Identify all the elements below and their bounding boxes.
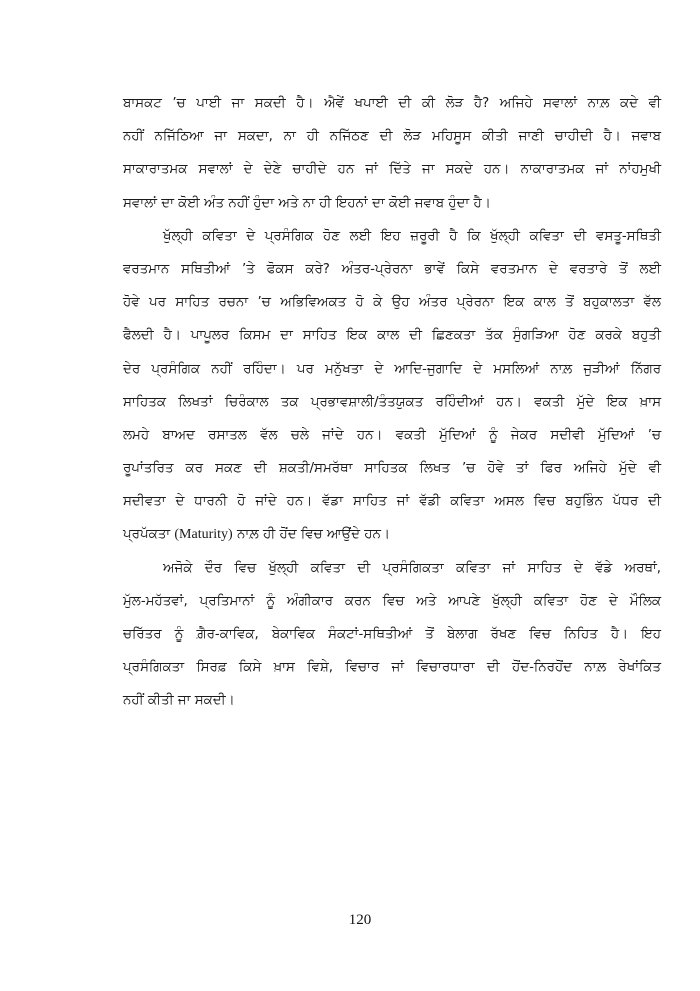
text-line: ਨਹੀਂ ਕੀਤੀ ਜਾ ਸਕਦੀ।: [123, 693, 235, 709]
text-line: [123, 518, 661, 551]
text-line: ਖੁੱਲ੍ਹੀ ਕਵਿਤਾ ਦੇ ਪ੍ਰਸੰਗਿਕ ਹੋਣ ਲਈ ਇਹ ਜ਼ਰੂਰੀ ਹੈ ਕਿ ਖੁੱਲ੍ਹੀ ਕਵਿਤਾ ਦੀ ਵਸਤੂ-ਸਥਿਤੀ: [163, 228, 661, 244]
body-text: [123, 87, 661, 718]
text-line: ਲਮਹੇ ਬਾਅਦ ਰਸਾਤਲ ਵੱਲ ਚਲੇ ਜਾਂਦੇ ਹਨ। ਵਕਤੀ ਮੁੱਦਿਆਂ ਨੂੰ ਜੇਕਰ ਸਦੀਵੀ ਮੁੱਦਿਆਂ ’ਚ: [123, 427, 661, 443]
text-line: ਨਹੀਂ ਨਜਿੱਠਿਆ ਜਾ ਸਕਦਾ, ਨਾ ਹੀ ਨਜਿੱਠਣ ਦੀ ਲੋੜ ਮਹਿਸੂਸ ਕੀਤੀ ਜਾਣੀ ਚਾਹੀਦੀ ਹੈ। ਜਵਾਬ: [123, 129, 661, 145]
text-line: ਸਾਹਿਤਕ ਲਿਖਤਾਂ ਚਿਰੰਕਾਲ ਤਕ ਪ੍ਰਭਾਵਸ਼ਾਲੀ/ਤੰਤਯੁਕਤ ਰਹਿੰਦੀਆਂ ਹਨ। ਵਕਤੀ ਮੁੱਦੇ ਇਕ ਖ਼ਾਸ: [123, 394, 661, 410]
text-line: ਸਵਾਲਾਂ ਦਾ ਕੋਈ ਅੰਤ ਨਹੀਂ ਹੁੰਦਾ ਅਤੇ ਨਾ ਹੀ ਇਹਨਾਂ ਦਾ ਕੋਈ ਜਵਾਬ ਹੁੰਦਾ ਹੈ।: [123, 195, 491, 211]
text-span: ਨਾਲ਼ ਹੀ ਹੋਂਦ ਵਿਚ ਆਉਂਦੇ ਹਨ।: [232, 527, 390, 543]
text-span: ਪ੍ਰਪੱਕਤਾ: [123, 527, 175, 543]
text-line: ਫੈਲਦੀ ਹੈ। ਪਾਪੂਲਰ ਕਿਸਮ ਦਾ ਸਾਹਿਤ ਇਕ ਕਾਲ ਦੀ ਛਿਣਕਤਾ ਤੱਕ ਸੁੰਗੜਿਆ ਹੋਣ ਕਰਕੇ ਬਹੁਤੀ: [123, 328, 661, 344]
text-line: ਅਜੋਕੇ ਦੌਰ ਵਿਚ ਖੁੱਲ੍ਹੀ ਕਵਿਤਾ ਦੀ ਪ੍ਰਸੰਗਿਕਤਾ ਕਵਿਤਾ ਜਾਂ ਸਾਹਿਤ ਦੇ ਵੱਡੇ ਅਰਥਾਂ,: [163, 560, 661, 576]
text-line: ਦੇਰ ਪ੍ਰਸੰਗਿਕ ਨਹੀਂ ਰਹਿੰਦਾ। ਪਰ ਮਨੁੱਖਤਾ ਦੇ ਆਦਿ-ਜੁਗਾਦਿ ਦੇ ਮਸਲਿਆਂ ਨਾਲ਼ ਜੁੜੀਆਂ ਨਿੱਗਰ: [123, 361, 661, 377]
paragraph-3: [123, 552, 661, 718]
paragraph-1: [123, 87, 661, 220]
text-line: ਹੋਵੇ ਪਰ ਸਾਹਿਤ ਰਚਨਾ ’ਚ ਅਭਿਵਿਅਕਤ ਹੋ ਕੇ ਉਹ ਅੰਤਰ ਪ੍ਰੇਰਨਾ ਇਕ ਕਾਲ ਤੋਂ ਬਹੁਕਾਲਤਾ ਵੱਲ: [123, 295, 661, 311]
page-number: 120: [348, 912, 372, 928]
text-line: ਪ੍ਰਸੰਗਿਕਤਾ ਸਿਰਫ਼ ਕਿਸੇ ਖ਼ਾਸ ਵਿਸ਼ੇ, ਵਿਚਾਰ ਜਾਂ ਵਿਚਾਰਧਾਰਾ ਦੀ ਹੋਂਦ-ਨਿਰਹੋਂਦ ਨਾਲ਼ ਰੇਖਾਂਕਿਤ: [123, 660, 661, 676]
text-line: ਚਰਿੱਤਰ ਨੂੰ ਗ਼ੈਰ-ਕਾਵਿਕ, ਬੇਕਾਵਿਕ ਸੰਕਟਾਂ-ਸਥਿਤੀਆਂ ਤੋਂ ਬੇਲਾਗ ਰੱਖਣ ਵਿਚ ਨਿਹਿਤ ਹੈ। ਇਹ: [123, 627, 661, 642]
text-line: ਵਰਤਮਾਨ ਸਥਿਤੀਆਂ ’ਤੇ ਫੋਕਸ ਕਰੇ? ਅੰਤਰ-ਪ੍ਰੇਰਨਾ ਭਾਵੇਂ ਕਿਸੇ ਵਰਤਮਾਨ ਦੇ ਵਰਤਾਰੇ ਤੋਂ ਲਈ: [123, 261, 661, 277]
text-line: ਬਾਸਕਟ ’ਚ ਪਾਈ ਜਾ ਸਕਦੀ ਹੈ। ਐਵੇਂ ਖਪਾਈ ਦੀ ਕੀ ਲੋੜ ਹੈ? ਅਜਿਹੇ ਸਵਾਲਾਂ ਨਾਲ਼ ਕਦੇ ਵੀ: [123, 96, 661, 111]
english-term: (Maturity): [174, 527, 233, 543]
paragraph-2: [123, 220, 661, 552]
text-line: ਸਦੀਵਤਾ ਦੇ ਧਾਰਨੀ ਹੋ ਜਾਂਦੇ ਹਨ। ਵੱਡਾ ਸਾਹਿਤ ਜਾਂ ਵੱਡੀ ਕਵਿਤਾ ਅਸਲ ਵਿਚ ਬਹੁਭਿੰਨ ਪੱਧਰ ਦੀ: [123, 494, 661, 510]
text-line: ਮੁੱਲ-ਮਹੱਤਵਾਂ, ਪ੍ਰਤਿਮਾਨਾਂ ਨੂੰ ਅੰਗੀਕਾਰ ਕਰਨ ਵਿਚ ਅਤੇ ਆਪਣੇ ਖੁੱਲ੍ਹੀ ਕਵਿਤਾ ਹੋਣ ਦੇ ਮੌਲਿਕ: [123, 593, 661, 609]
text-line: ਸਾਕਾਰਾਤਮਕ ਸਵਾਲਾਂ ਦੇ ਦੇਣੇ ਚਾਹੀਦੇ ਹਨ ਜਾਂ ਦਿੱਤੇ ਜਾ ਸਕਦੇ ਹਨ। ਨਾਕਾਰਾਤਮਕ ਜਾਂ ਨਾਂਹਮੁਖੀ: [123, 162, 661, 178]
text-line: ਰੂਪਾਂਤਰਿਤ ਕਰ ਸਕਣ ਦੀ ਸ਼ਕਤੀ/ਸਮਰੱਥਾ ਸਾਹਿਤਕ ਲਿਖਤ ’ਚ ਹੋਵੇ ਤਾਂ ਫਿਰ ਅਜਿਹੇ ਮੁੱਦੇ ਵੀ: [123, 461, 661, 477]
